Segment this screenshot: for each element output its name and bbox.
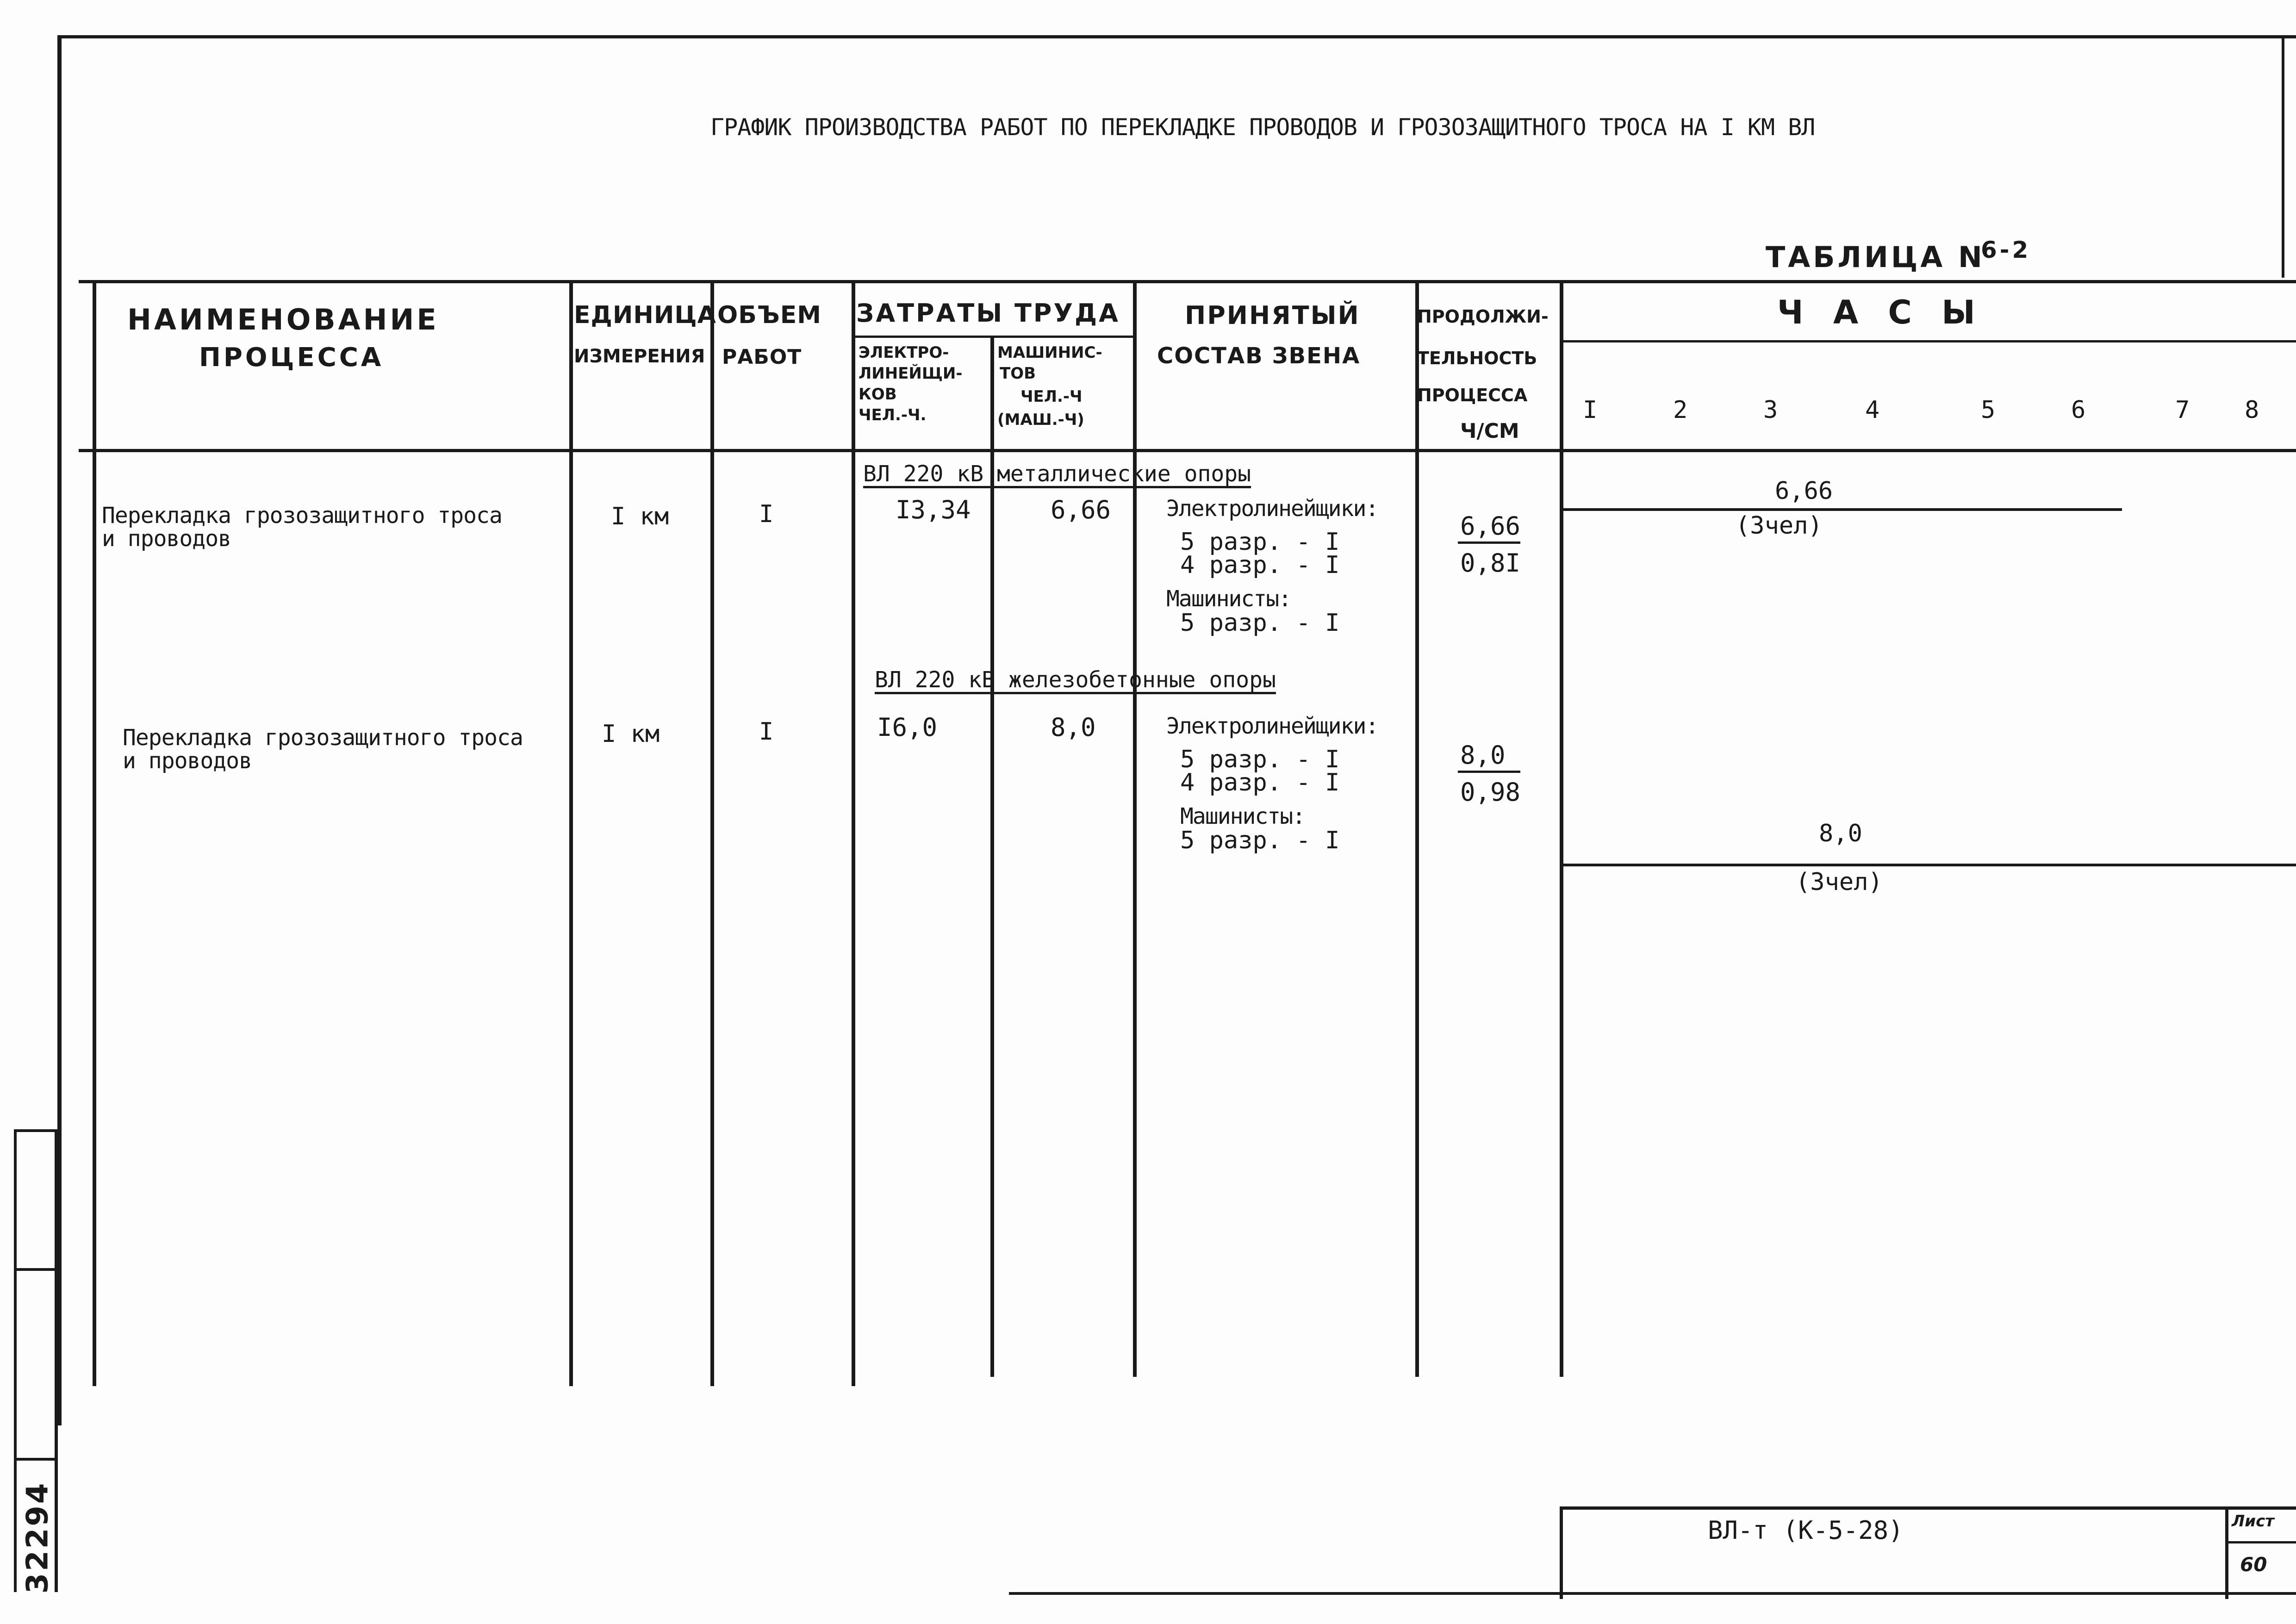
schedule-bar-crew: (3чел) xyxy=(1796,868,1883,896)
schedule-bar xyxy=(1562,508,2122,511)
machinists-title: Машинисты: xyxy=(1166,586,1291,612)
process-name-line-1: Перекладка грозозащитного троса xyxy=(102,503,502,529)
col-rule-5 xyxy=(1133,280,1137,1377)
header-crew-1: ПРИНЯТЫЙ xyxy=(1185,301,1360,330)
schedule-bar-value: 8,0 xyxy=(1819,820,1862,847)
hours-subheader-rule xyxy=(1562,340,2296,342)
volume-value: I xyxy=(759,718,774,746)
side-stamp-rule xyxy=(14,1268,58,1271)
header-dur-1: ПРОДОЛЖИ- xyxy=(1417,306,1549,327)
col-rule-6 xyxy=(1415,280,1419,1377)
mach-labor-value: 8,0 xyxy=(1051,713,1096,742)
header-process-2: ПРОЦЕССА xyxy=(199,342,384,373)
crew-rank-4: 4 разр. - I xyxy=(1180,769,1340,796)
header-dur-3: ПРОЦЕССА xyxy=(1417,385,1528,405)
header-process-1: НАИМЕНОВАНИЕ xyxy=(127,303,439,336)
col-rule-1 xyxy=(569,280,573,1386)
col-rule-2 xyxy=(710,280,714,1386)
hour-tick-label: I xyxy=(1583,396,1598,424)
sheet-number: 60 xyxy=(2240,1553,2267,1576)
table-top-rule xyxy=(79,280,2296,283)
machinists-title: Машинисты: xyxy=(1180,803,1305,829)
duration-denominator: 0,98 xyxy=(1460,778,1521,807)
header-dur-4: Ч/СМ xyxy=(1460,419,1519,443)
section-heading: ВЛ 220 кВ металлические опоры xyxy=(863,461,1251,487)
header-volume-1: ОБЪЕМ xyxy=(717,301,821,329)
duration-numerator: 8,0 xyxy=(1460,740,1506,770)
side-stamp-rule xyxy=(14,1129,58,1132)
schedule-bar-crew: (3чел) xyxy=(1736,512,1823,540)
header-hours: Ч А С Ы xyxy=(1777,293,1985,331)
col-rule-3 xyxy=(852,280,855,1386)
process-name-line-1: Перекладка грозозащитного троса xyxy=(123,725,523,751)
col-rule-0 xyxy=(93,280,96,1386)
side-number: 32294 xyxy=(20,1481,55,1594)
header-mach-2: ТОВ xyxy=(1000,364,1036,383)
header-mach-3: ЧЕЛ.-Ч xyxy=(1020,387,1083,406)
machinists-rank-5: 5 разр. - I xyxy=(1180,827,1340,854)
title-block-left xyxy=(1560,1506,1563,1599)
title-block-divider xyxy=(2225,1506,2228,1599)
crew-rank-5: 5 разр. - I xyxy=(1180,528,1340,556)
title-block-top xyxy=(1560,1506,2296,1510)
duration-fraction-line xyxy=(1458,541,1520,544)
header-unit-2: ИЗМЕРЕНИЯ xyxy=(574,346,705,367)
crew-title: Электролинейщики: xyxy=(1166,496,1378,522)
elec-labor-value: I3,34 xyxy=(896,495,971,524)
elec-labor-value: I6,0 xyxy=(877,713,938,742)
header-labor: ЗАТРАТЫ ТРУДА xyxy=(856,299,1120,328)
unit-value: I км xyxy=(602,720,660,748)
hour-tick-label: 3 xyxy=(1763,396,1778,424)
header-unit-1: ЕДИНИЦА xyxy=(574,301,716,329)
duration-denominator: 0,8I xyxy=(1460,548,1521,578)
unit-value: I км xyxy=(611,503,669,530)
process-name-line-2: и проводов xyxy=(102,526,231,552)
header-mach-4: (МАШ.-Ч) xyxy=(997,411,1084,429)
crew-rank-5: 5 разр. - I xyxy=(1180,746,1340,773)
document-title: ГРАФИК ПРОИЗВОДСТВА РАБОТ ПО ПЕРЕКЛАДКЕ ПРОВОДОВ И ГРОЗОЗАЩИТНОГО ТРОСА НА I КМ ВЛ xyxy=(710,114,1815,141)
schedule-bar xyxy=(1562,864,2296,866)
col-rule-7 xyxy=(1560,280,1563,1377)
header-elec-3: КОВ xyxy=(859,385,897,404)
duration-fraction-line xyxy=(1458,771,1520,773)
frame-right xyxy=(2282,37,2284,278)
document-code: ВЛ-т (К-5-28) xyxy=(1708,1516,1904,1545)
hour-tick-label: 4 xyxy=(1865,396,1880,424)
side-stamp-left xyxy=(14,1129,17,1592)
bottom-rule xyxy=(1009,1592,2296,1595)
side-stamp-rule xyxy=(14,1458,58,1461)
duration-numerator: 6,66 xyxy=(1460,511,1521,541)
table-number: 6-2 xyxy=(1981,236,2031,263)
header-elec-1: ЭЛЕКТРО- xyxy=(859,343,949,362)
section-heading: ВЛ 220 кВ железобетонные опоры xyxy=(875,667,1276,693)
frame-top xyxy=(57,35,2296,38)
crew-rank-4: 4 разр. - I xyxy=(1180,551,1340,579)
hour-tick-label: 5 xyxy=(1981,396,1996,424)
title-block-sheet-rule xyxy=(2225,1541,2296,1543)
frame-left xyxy=(57,37,62,1425)
side-stamp-right xyxy=(55,1129,58,1592)
col-rule-4 xyxy=(990,336,994,1377)
header-crew-2: СОСТАВ ЗВЕНА xyxy=(1157,343,1361,369)
sheet-label: Лист xyxy=(2232,1512,2274,1531)
volume-value: I xyxy=(759,500,774,528)
header-dur-2: ТЕЛЬНОСТЬ xyxy=(1417,348,1537,368)
crew-title: Электролинейщики: xyxy=(1166,713,1378,739)
table-label: ТАБЛИЦА N xyxy=(1766,240,1985,274)
header-bottom-rule xyxy=(79,449,2296,452)
schedule-bar-value: 6,66 xyxy=(1775,477,1833,505)
mach-labor-value: 6,66 xyxy=(1051,495,1111,524)
hour-tick-label: 8 xyxy=(2245,396,2259,424)
header-elec-4: ЧЕЛ.-Ч. xyxy=(859,406,927,424)
hour-tick-label: 2 xyxy=(1673,396,1688,424)
machinists-rank-5: 5 разр. - I xyxy=(1180,609,1340,637)
header-elec-2: ЛИНЕЙЩИ- xyxy=(859,364,963,383)
hour-tick-label: 7 xyxy=(2175,396,2190,424)
header-mach-1: МАШИНИС- xyxy=(997,343,1102,362)
header-volume-2: РАБОТ xyxy=(722,345,802,369)
hour-tick-label: 6 xyxy=(2071,396,2086,424)
process-name-line-2: и проводов xyxy=(123,748,252,774)
